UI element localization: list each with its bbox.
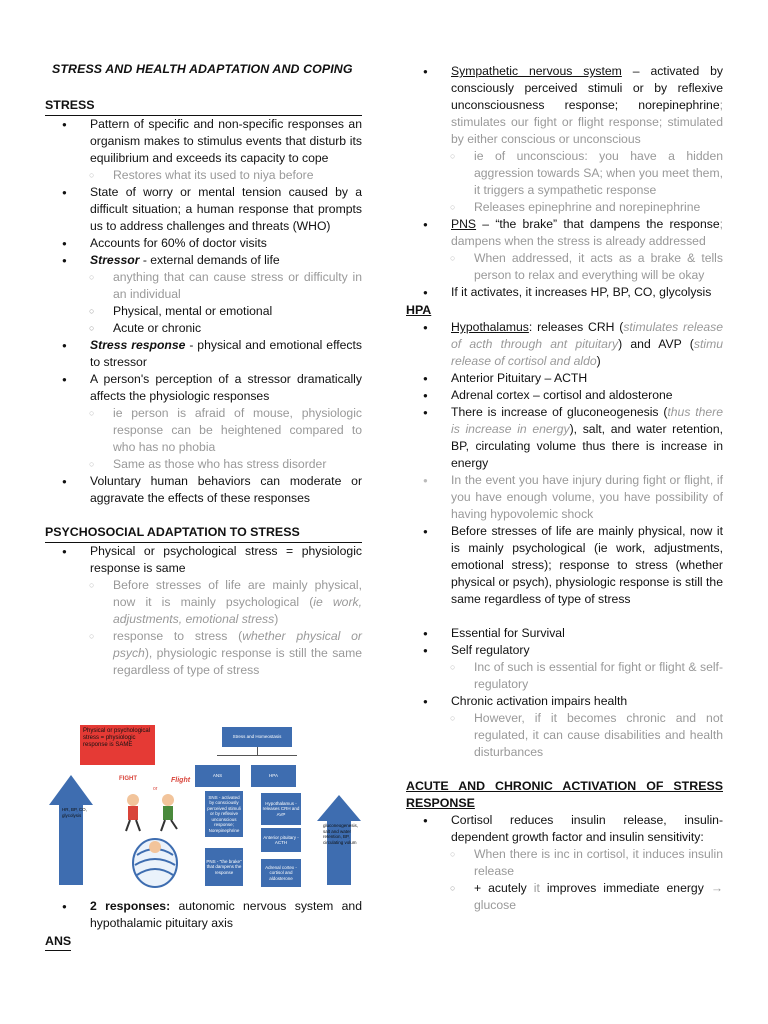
spacer <box>406 608 723 625</box>
fight-or-flight-illustration <box>113 775 193 835</box>
stress-diagram <box>47 715 365 890</box>
acute-list <box>406 812 723 914</box>
list-item: ● Stressor - external demands of life <box>45 252 362 269</box>
list-item: ● PNS – “the brake” that dampens the response; dampens when the stress is already addressed <box>406 216 723 250</box>
list-item: ○ Same as those who has stress disorder <box>45 456 362 473</box>
list-item: ● Self regulatory <box>406 642 723 659</box>
list-item: ○ anything that can cause stress or difficulty in an individual <box>45 269 362 303</box>
ans-box: ANS <box>195 765 240 787</box>
list-item: ● If it activates, it increases HP, BP, CO, glycolysis <box>406 284 723 301</box>
anterior-pituitary-box: Anterior pituitary - ACTH <box>261 828 301 852</box>
list-item: ○ When addressed, it acts as a brake & tells person to relax and everything will be okay <box>406 250 723 284</box>
list-item: ○ response to stress (whether physical or psych), physiologic response is still the same regardless of type of stress <box>45 628 362 679</box>
list-item: ● Before stresses of life are mainly physical, now it is mainly psychological (ie work, adjustments, emotional stress); response to stress (whether physical or psych), physiologic response is still the same regardless of type of stress <box>406 523 723 608</box>
list-item: ○ When there is inc in cortisol, it induces insulin release <box>406 846 723 880</box>
hypothalamus-box: Hypothalamus - releases CRH and AVP <box>261 793 301 825</box>
or-label: or <box>153 786 158 792</box>
flight-label: Flight <box>171 777 191 784</box>
section-heading-acute-chronic: ACUTE AND CHRONIC ACTIVATION OF STRESS RESPONSE <box>406 779 723 810</box>
list-item: ● Voluntary human behaviors can moderate or aggravate the effects of these responses <box>45 473 362 507</box>
list-item: ● Essential for Survival <box>406 625 723 642</box>
list-item: ● Adrenal cortex – cortisol and aldosterone <box>406 387 723 404</box>
list-item: ○ Restores what its used to niya before <box>45 167 362 184</box>
list-item: ● Accounts for 60% of doctor visits <box>45 235 362 252</box>
list-item: ○ Inc of such is essential for fight or flight & self-regulatory <box>406 659 723 693</box>
list-item: ● Stress response - physical and emotional effects to stressor <box>45 337 362 371</box>
list-item: ● 2 responses: autonomic nervous system and hypothalamic pituitary axis <box>45 898 362 932</box>
fight-label: FIGHT <box>119 776 137 782</box>
list-item: ○ ie person is afraid of mouse, physiologic response can be heightened compared to who has no phobia <box>45 405 362 456</box>
list-item: ○ + acutely it improves immediate energy → glucose <box>406 880 723 914</box>
right-arrow-label: gluconeogenesis, salt and water retention, BP, circulating volum <box>323 823 359 845</box>
red-note-box: Physical or psychological stress = physiologic response is SAME <box>80 725 155 765</box>
adrenal-cortex-box: Adrenal cortex - cortisol and aldosterone <box>261 859 301 887</box>
list-item: ○ ie of unconscious: you have a hidden aggression towards SA; when you meet them, it triggers a sympathetic response <box>406 148 723 199</box>
document-title: STRESS AND HEALTH ADAPTATION AND COPING <box>52 62 353 76</box>
connector <box>257 747 258 755</box>
list-item: ● Chronic activation impairs health <box>406 693 723 710</box>
list-item: ○ However, if it becomes chronic and not regulated, it can cause disabilities and health disturbances <box>406 710 723 761</box>
list-item: ● Physical or psychological stress = physiologic response is same <box>45 543 362 577</box>
responses-list <box>45 898 362 932</box>
hpa-box: HPA <box>251 765 296 787</box>
diagram-top-box: Stress and Homeostasis <box>222 727 292 747</box>
list-item: ● Sympathetic nervous system – activated by consciously perceived stimuli or by reflexive unconsciousness response; norepinephrine; stimulates our fight or flight response; stimulated by either conscious or unconscious <box>406 63 723 148</box>
section-heading-ans: ANS <box>45 933 71 951</box>
list-item: ● Anterior Pituitary – ACTH <box>406 370 723 387</box>
stressed-person-illustration <box>129 833 181 889</box>
list-item: ○ Physical, mental or emotional <box>45 303 362 320</box>
list-item: ○ Releases epinephrine and norepinephrine <box>406 199 723 216</box>
connector <box>217 755 297 756</box>
list-item: ● A person's perception of a stressor dramatically affects the physiologic responses <box>45 371 362 405</box>
psychosocial-list <box>45 543 362 679</box>
hpa-list <box>406 319 723 761</box>
ans-list <box>406 63 723 301</box>
pns-box: PNS - "the brake" that dampens the response <box>205 848 243 886</box>
list-item: ● Hypothalamus: releases CRH (stimulates release of acth through ant pituitary) and AVP (stimu release of cortisol and aldo) <box>406 319 723 370</box>
list-item: ● In the event you have injury during fight or flight, if you have enough volume, you have possibility of having hypovolemic shock <box>406 472 723 523</box>
section-heading-hpa: HPA <box>406 303 432 317</box>
section-heading-stress: STRESS <box>45 97 362 116</box>
stress-list <box>45 116 362 507</box>
list-item: ● There is increase of gluconeogenesis (thus there is increase in energy), salt, and water retention, BP, circulating volume thus there is increase in energy <box>406 404 723 472</box>
up-arrow-left-icon <box>49 775 93 885</box>
sns-box: SNS - activated by consciously perceived stimuli or by reflexive unconscious response; Norepinephrine <box>205 791 243 837</box>
list-item: ● Cortisol reduces insulin release, insulin-dependent growth factor and insulin sensitivity: <box>406 812 723 846</box>
list-item: ● State of worry or mental tension caused by a difficult situation; a human response that prompts us to address challenges and threats (WHO) <box>45 184 362 235</box>
list-item: ○ Acute or chronic <box>45 320 362 337</box>
list-item: ● Pattern of specific and non-specific responses an organism makes to stimulus events that disturb its equilibrium and exceeds its capacity to cope <box>45 116 362 167</box>
section-heading-psychosocial: PSYCHOSOCIAL ADAPTATION TO STRESS <box>45 524 362 543</box>
left-arrow-label: HR, BP, CO, glycolysis <box>62 807 87 818</box>
list-item: ○ Before stresses of life are mainly physical, now it is mainly psychological (ie work, adjustments, emotional stress) <box>45 577 362 628</box>
